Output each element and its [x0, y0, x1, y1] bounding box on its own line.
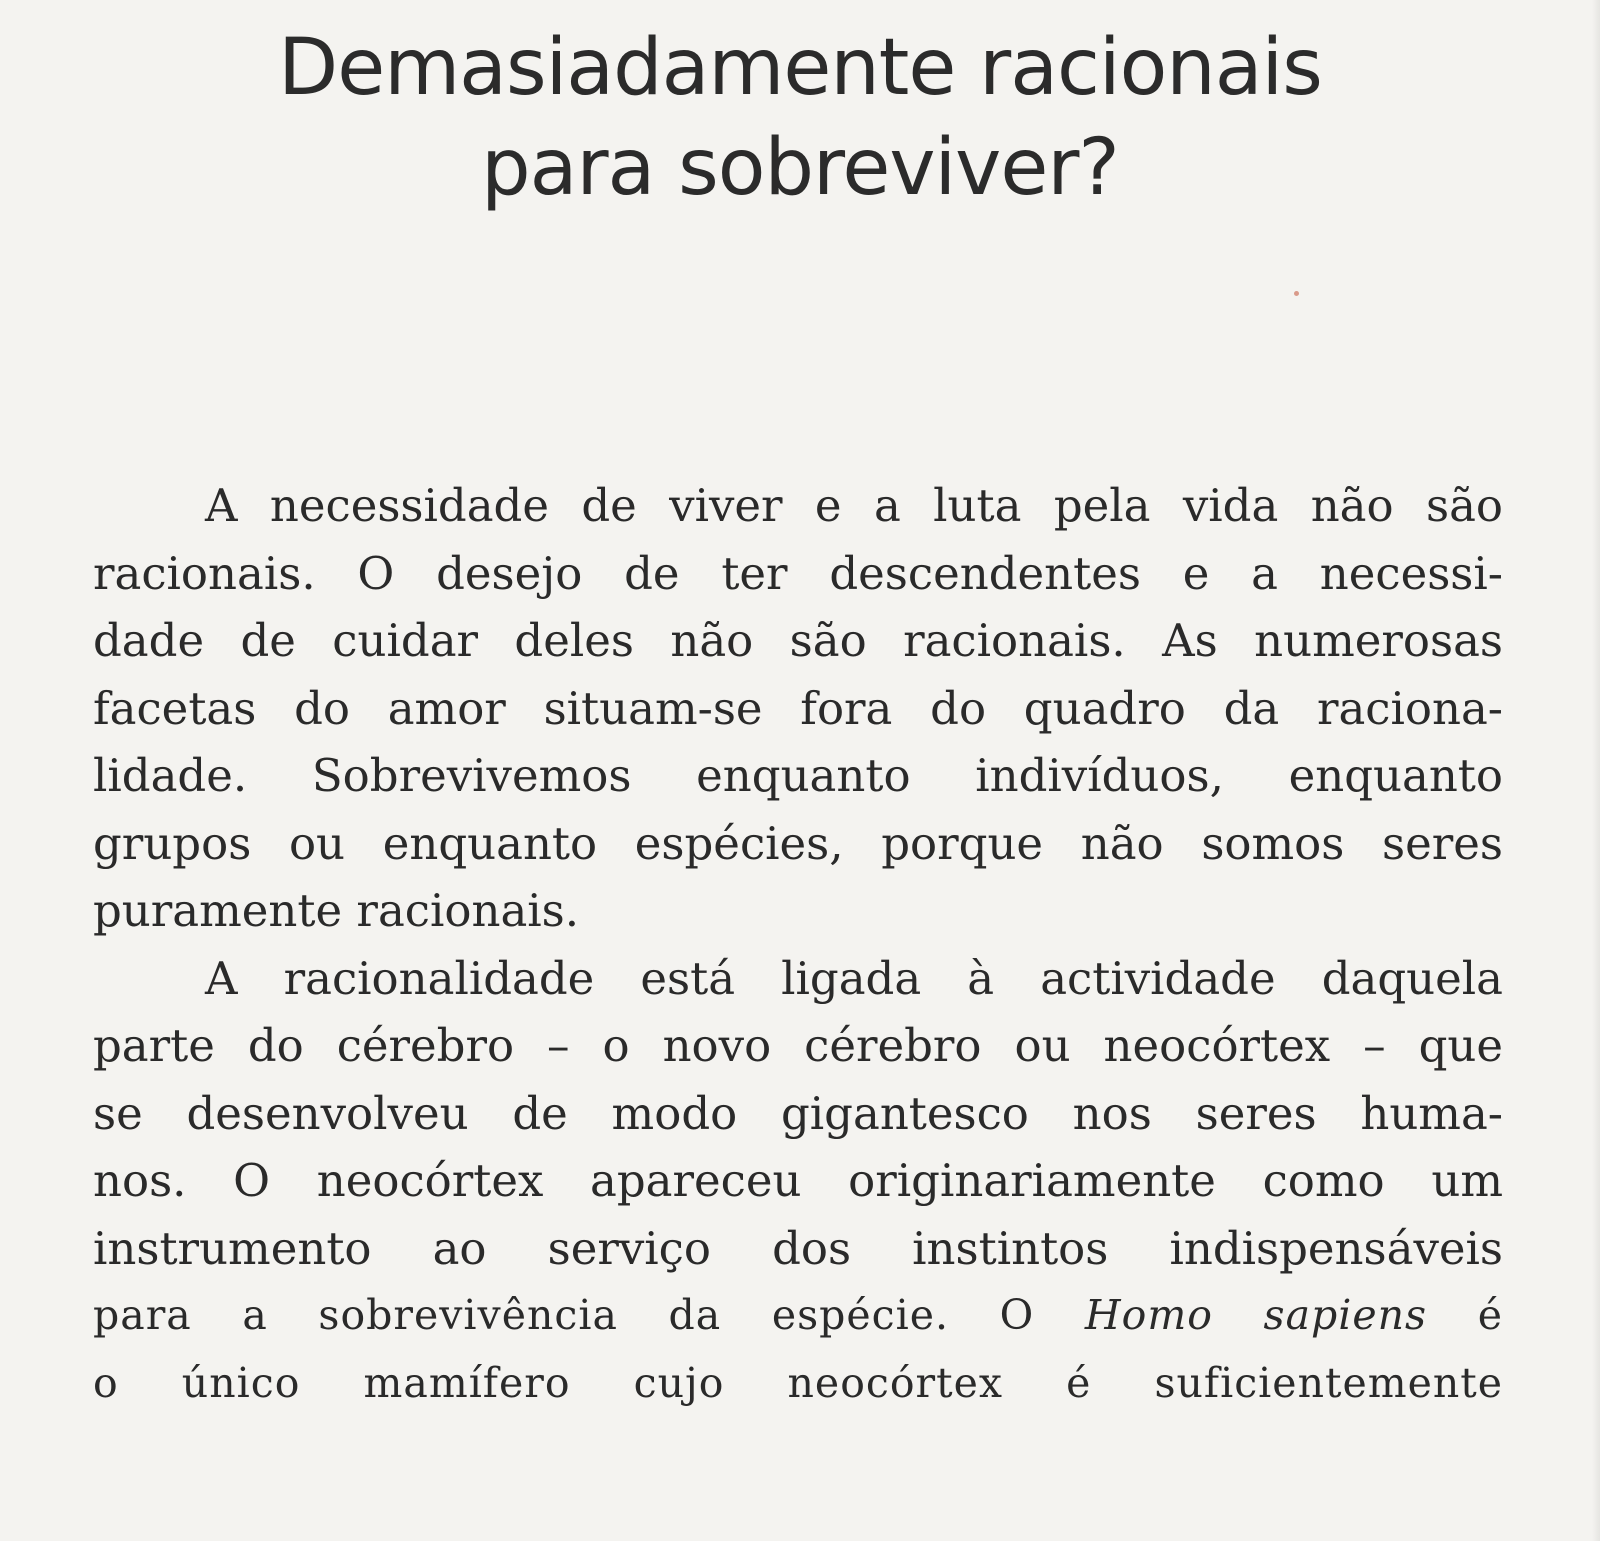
text-line: o único mamífero cujo neocórtex é suficientemente [93, 1358, 1503, 1407]
italic-term: Homo sapiens [1084, 1291, 1428, 1339]
text-line-with-italic [93, 1282, 1503, 1350]
text-line: facetas do amor situam-se fora do quadro da raciona- [93, 681, 1503, 735]
text-line: dade de cuidar deles não são racionais. As numerosas [93, 614, 1503, 667]
heading-line-2: para sobreviver? [481, 123, 1119, 213]
chapter-heading [0, 18, 1600, 218]
text-line: A racionalidade está ligada à actividade daquela [205, 951, 1503, 1005]
ink-speck [1294, 291, 1299, 296]
text-line: nos. O neocórtex apareceu originariamente como um [93, 1154, 1503, 1207]
text-line: racionais. O desejo de ter descendentes e a necessi- [93, 546, 1503, 600]
paragraph-2 [93, 945, 1503, 1418]
text-line: A necessidade de viver e a luta pela vida não são [205, 479, 1503, 532]
text-line: se desenvolveu de modo gigantesco nos seres huma- [93, 1086, 1503, 1140]
body-text [93, 472, 1503, 1417]
text-line: instrumento ao serviço dos instintos indispensáveis [93, 1221, 1503, 1275]
page-edge-shadow [1592, 0, 1600, 1541]
text-line: parte do cérebro – o novo cérebro ou neocórtex – que [93, 1019, 1503, 1072]
text-segment: para a sobrevivência da espécie. O [93, 1291, 1085, 1339]
heading-line-1: Demasiadamente racionais [278, 23, 1322, 113]
text-segment: é [1427, 1291, 1503, 1339]
text-line: puramente racionais. [93, 884, 580, 937]
text-line: grupos ou enquanto espécies, porque não somos seres [93, 816, 1503, 870]
text-line: lidade. Sobrevivemos enquanto indivíduos, enquanto [93, 749, 1503, 802]
paragraph-1 [93, 472, 1503, 945]
